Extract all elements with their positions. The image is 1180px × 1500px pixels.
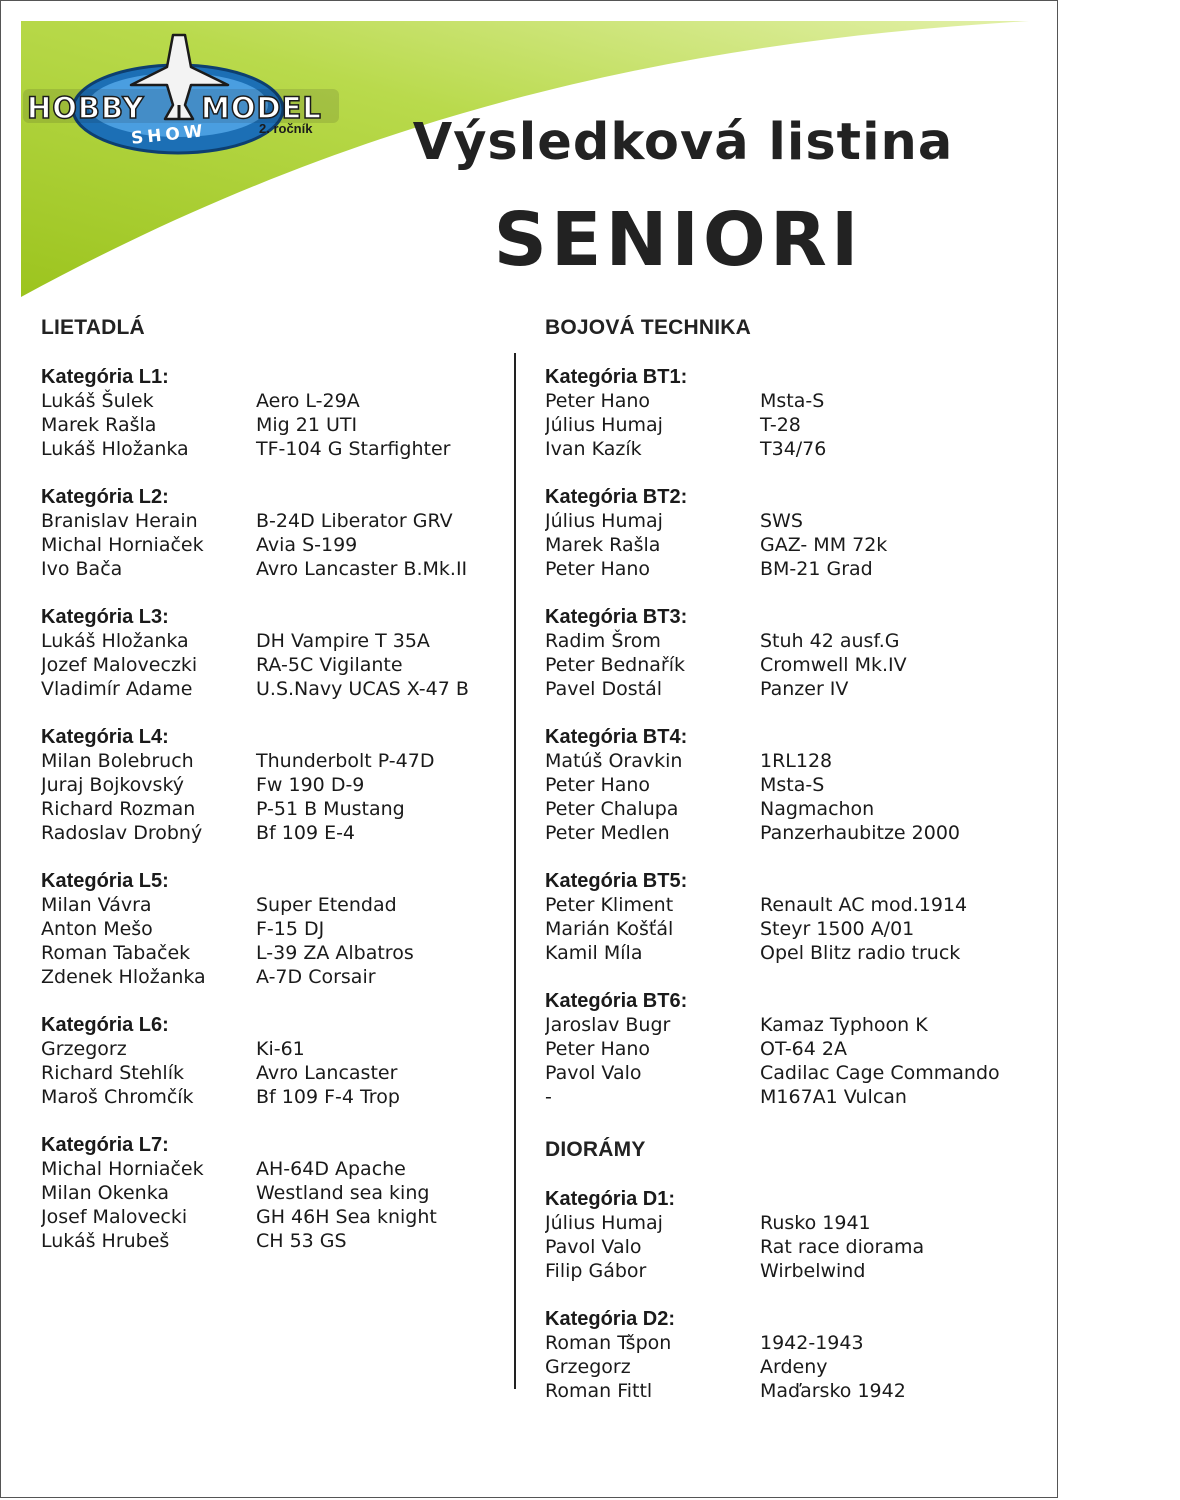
result-row	[41, 1157, 501, 1181]
category-title: Kategória BT5:	[545, 870, 688, 892]
category-title: Kategória L1:	[41, 366, 169, 388]
column-divider	[514, 353, 516, 1389]
category-block	[41, 1013, 501, 1109]
model-name: P-51 B Mustang	[256, 798, 405, 820]
model-name: Avro Lancaster B.Mk.II	[256, 558, 468, 580]
result-row	[545, 773, 1045, 797]
category-block	[545, 725, 1045, 845]
competitor-name: Ivan Kazík	[545, 438, 642, 460]
category-title: Kategória BT6:	[545, 990, 688, 1012]
result-row	[545, 509, 1045, 533]
logo-edition-label: 2. ročník	[259, 121, 313, 136]
result-row	[41, 941, 501, 965]
result-row	[41, 1181, 501, 1205]
model-name: Maďarsko 1942	[760, 1380, 906, 1402]
competitor-name: Filip Gábor	[545, 1260, 647, 1282]
category-block	[41, 485, 501, 581]
model-name: GAZ- MM 72k	[760, 534, 888, 556]
competitor-name: Jaroslav Bugr	[545, 1014, 671, 1036]
competitor-name: Vladimír Adame	[41, 678, 193, 700]
result-row	[545, 749, 1045, 773]
result-row	[545, 653, 1045, 677]
section-heading-aircraft: LIETADLÁ	[41, 316, 145, 339]
model-name: Fw 190 D-9	[256, 774, 365, 796]
model-name: Panzerhaubitze 2000	[760, 822, 961, 844]
category-block	[545, 1307, 1045, 1403]
diorama-categories	[545, 1187, 1045, 1403]
category-title: Kategória L2:	[41, 486, 169, 508]
competitor-name: Anton Mešo	[41, 918, 153, 940]
competitor-name: Lukáš Hložanka	[41, 438, 189, 460]
result-row	[545, 1235, 1045, 1259]
result-row	[41, 773, 501, 797]
model-name: RA-5C Vigilante	[256, 654, 403, 676]
model-name: SWS	[760, 510, 803, 532]
result-row	[41, 677, 501, 701]
page-margin	[1059, 0, 1180, 1500]
competitor-name: Peter Hano	[545, 1038, 651, 1060]
result-row	[41, 749, 501, 773]
category-block	[41, 365, 501, 461]
competitor-name: Peter Hano	[545, 390, 651, 412]
competitor-name: Pavol Valo	[545, 1236, 642, 1258]
category-block	[545, 989, 1045, 1109]
model-name: U.S.Navy UCAS X-47 B	[256, 678, 469, 700]
result-row	[41, 1205, 501, 1229]
model-name: T34/76	[760, 438, 827, 460]
result-row	[41, 629, 501, 653]
result-row	[545, 941, 1045, 965]
military-categories	[545, 365, 1045, 1109]
competitor-name: Roman Tšpon	[545, 1332, 672, 1354]
result-row	[41, 653, 501, 677]
model-name: AH-64D Apache	[256, 1158, 406, 1180]
category-block	[41, 725, 501, 845]
result-row	[41, 821, 501, 845]
model-name: Avro Lancaster	[256, 1062, 398, 1084]
model-name: CH 53 GS	[256, 1230, 347, 1252]
model-name: Opel Blitz radio truck	[760, 942, 961, 964]
model-name: OT-64 2A	[760, 1038, 847, 1060]
category-title: Kategória BT3:	[545, 606, 688, 628]
model-name: Thunderbolt P-47D	[256, 750, 435, 772]
competitor-name: Marek Rašla	[41, 414, 157, 436]
model-name: Msta-S	[760, 774, 825, 796]
competitor-name: Kamil Míla	[545, 942, 643, 964]
model-name: Wirbelwind	[760, 1260, 866, 1282]
result-row	[545, 1211, 1045, 1235]
model-name: F-15 DJ	[256, 918, 325, 940]
competitor-name: Richard Stehlík	[41, 1062, 184, 1084]
competitor-name: Milan Vávra	[41, 894, 152, 916]
competitor-name: Roman Tabaček	[41, 942, 191, 964]
model-name: TF-104 G Starfighter	[256, 438, 451, 460]
result-row	[545, 821, 1045, 845]
model-name: A-7D Corsair	[256, 966, 376, 988]
hobby-model-show-logo	[23, 27, 353, 167]
result-row	[545, 1379, 1045, 1403]
result-row	[41, 389, 501, 413]
category-title: Kategória BT1:	[545, 366, 688, 388]
model-name: Avia S-199	[256, 534, 358, 556]
model-name: Cromwell Mk.IV	[760, 654, 907, 676]
category-block	[545, 869, 1045, 965]
result-row	[545, 797, 1045, 821]
competitor-name: Peter Hano	[545, 774, 651, 796]
competitor-name: Lukáš Hrubeš	[41, 1230, 170, 1252]
competitor-name: Radim Šrom	[545, 630, 661, 652]
logo-word-hobby: HOBBY	[27, 91, 145, 125]
page-title: Výsledková listina	[412, 113, 954, 172]
result-row	[41, 509, 501, 533]
competitor-name: Lukáš Šulek	[41, 390, 154, 412]
result-row	[41, 557, 501, 581]
competitor-name: Pavel Dostál	[545, 678, 663, 700]
result-row	[545, 1331, 1045, 1355]
competitor-name: Marián Košťál	[545, 918, 674, 940]
category-title: Kategória D2:	[545, 1308, 676, 1330]
category-block	[41, 1133, 501, 1253]
category-title: Kategória BT2:	[545, 486, 688, 508]
result-row	[41, 413, 501, 437]
category-block	[41, 869, 501, 989]
result-row	[41, 533, 501, 557]
result-row	[545, 437, 1045, 461]
result-row	[545, 1259, 1045, 1283]
competitor-name: Juraj Bojkovský	[41, 774, 185, 796]
logo-word-show: SHOW	[130, 121, 208, 149]
model-name: Panzer IV	[760, 678, 849, 700]
page-subtitle: SENIORI	[493, 197, 863, 283]
category-title: Kategória BT4:	[545, 726, 688, 748]
result-row	[545, 893, 1045, 917]
category-title: Kategória L4:	[41, 726, 169, 748]
logo-word-model: MODEL	[201, 91, 322, 125]
model-name: Ardeny	[760, 1356, 828, 1378]
model-name: Ki-61	[256, 1038, 305, 1060]
model-name: Rusko 1941	[760, 1212, 871, 1234]
competitor-name: Július Humaj	[545, 1212, 663, 1234]
result-row	[545, 629, 1045, 653]
category-block	[41, 605, 501, 701]
result-row	[41, 1037, 501, 1061]
result-row	[545, 1085, 1045, 1109]
model-name: Bf 109 F-4 Trop	[256, 1086, 400, 1108]
category-title: Kategória L7:	[41, 1134, 169, 1156]
competitor-name: Lukáš Hložanka	[41, 630, 189, 652]
result-row	[545, 533, 1045, 557]
model-name: Aero L-29A	[256, 390, 360, 412]
result-row	[41, 797, 501, 821]
model-name: Cadilac Cage Commando	[760, 1062, 1000, 1084]
aircraft-categories	[41, 365, 501, 1253]
model-name: 1942-1943	[760, 1332, 864, 1354]
result-row	[41, 437, 501, 461]
category-title: Kategória L3:	[41, 606, 169, 628]
aircraft-column	[41, 311, 501, 1277]
model-name: Kamaz Typhoon K	[760, 1014, 928, 1036]
result-row	[545, 917, 1045, 941]
competitor-name: Jozef Maloveczki	[41, 654, 198, 676]
section-heading-dioramas: DIORÁMY	[545, 1138, 646, 1161]
model-name: GH 46H Sea knight	[256, 1206, 437, 1228]
competitor-name: Milan Okenka	[41, 1182, 169, 1204]
result-row	[545, 413, 1045, 437]
model-name: BM-21 Grad	[760, 558, 873, 580]
competitor-name: Ivo Bača	[41, 558, 123, 580]
result-row	[41, 893, 501, 917]
model-name: Westland sea king	[256, 1182, 430, 1204]
competitor-name: Peter Bednařík	[545, 654, 686, 676]
model-name: B-24D Liberator GRV	[256, 510, 453, 532]
competitor-name: Roman Fittl	[545, 1380, 653, 1402]
competitor-name: Peter Chalupa	[545, 798, 679, 820]
category-title: Kategória D1:	[545, 1188, 676, 1210]
result-row	[41, 917, 501, 941]
model-name: Nagmachon	[760, 798, 875, 820]
result-row	[41, 965, 501, 989]
model-name: T-28	[760, 414, 801, 436]
category-block	[545, 485, 1045, 581]
result-row	[545, 1037, 1045, 1061]
result-row	[41, 1061, 501, 1085]
model-name: DH Vampire T 35A	[256, 630, 430, 652]
competitor-name: Michal Horniaček	[41, 534, 204, 556]
competitor-name: Milan Bolebruch	[41, 750, 194, 772]
model-name: Stuh 42 ausf.G	[760, 630, 900, 652]
competitor-name: Peter Kliment	[545, 894, 674, 916]
competitor-name: Grzegorz	[545, 1356, 631, 1378]
competitor-name: Richard Rozman	[41, 798, 196, 820]
category-block	[545, 1187, 1045, 1283]
section-heading-military: BOJOVÁ TECHNIKA	[545, 316, 752, 339]
result-row	[545, 1061, 1045, 1085]
competitor-name: Pavol Valo	[545, 1062, 642, 1084]
result-row	[545, 389, 1045, 413]
model-name: Renault AC mod.1914	[760, 894, 968, 916]
model-name: Steyr 1500 A/01	[760, 918, 915, 940]
competitor-name: Maroš Chromčík	[41, 1086, 194, 1108]
competitor-name: Zdenek Hložanka	[41, 966, 206, 988]
competitor-name: Michal Horniaček	[41, 1158, 204, 1180]
category-block	[545, 365, 1045, 461]
competitor-name: Radoslav Drobný	[41, 822, 203, 844]
model-name: M167A1 Vulcan	[760, 1086, 907, 1108]
model-name: Rat race diorama	[760, 1236, 925, 1258]
result-row	[41, 1085, 501, 1109]
category-block	[545, 605, 1045, 701]
model-name: Mig 21 UTI	[256, 414, 358, 436]
competitor-name: Július Humaj	[545, 414, 663, 436]
competitor-name: -	[545, 1086, 552, 1108]
competitor-name: Branislav Herain	[41, 510, 198, 532]
model-name: Msta-S	[760, 390, 825, 412]
category-title: Kategória L6:	[41, 1014, 169, 1036]
result-row	[41, 1229, 501, 1253]
result-row	[545, 677, 1045, 701]
competitor-name: Július Humaj	[545, 510, 663, 532]
model-name: 1RL128	[760, 750, 833, 772]
model-name: Super Etendad	[256, 894, 397, 916]
model-name: Bf 109 E-4	[256, 822, 356, 844]
competitor-name: Josef Malovecki	[41, 1206, 188, 1228]
competitor-name: Matúš Oravkin	[545, 750, 683, 772]
competitor-name: Peter Medlen	[545, 822, 670, 844]
category-title: Kategória L5:	[41, 870, 169, 892]
model-name: L-39 ZA Albatros	[256, 942, 414, 964]
result-row	[545, 557, 1045, 581]
military-column	[545, 311, 1045, 1427]
competitor-name: Peter Hano	[545, 558, 651, 580]
competitor-name: Grzegorz	[41, 1038, 127, 1060]
result-row	[545, 1355, 1045, 1379]
result-row	[545, 1013, 1045, 1037]
competitor-name: Marek Rašla	[545, 534, 661, 556]
